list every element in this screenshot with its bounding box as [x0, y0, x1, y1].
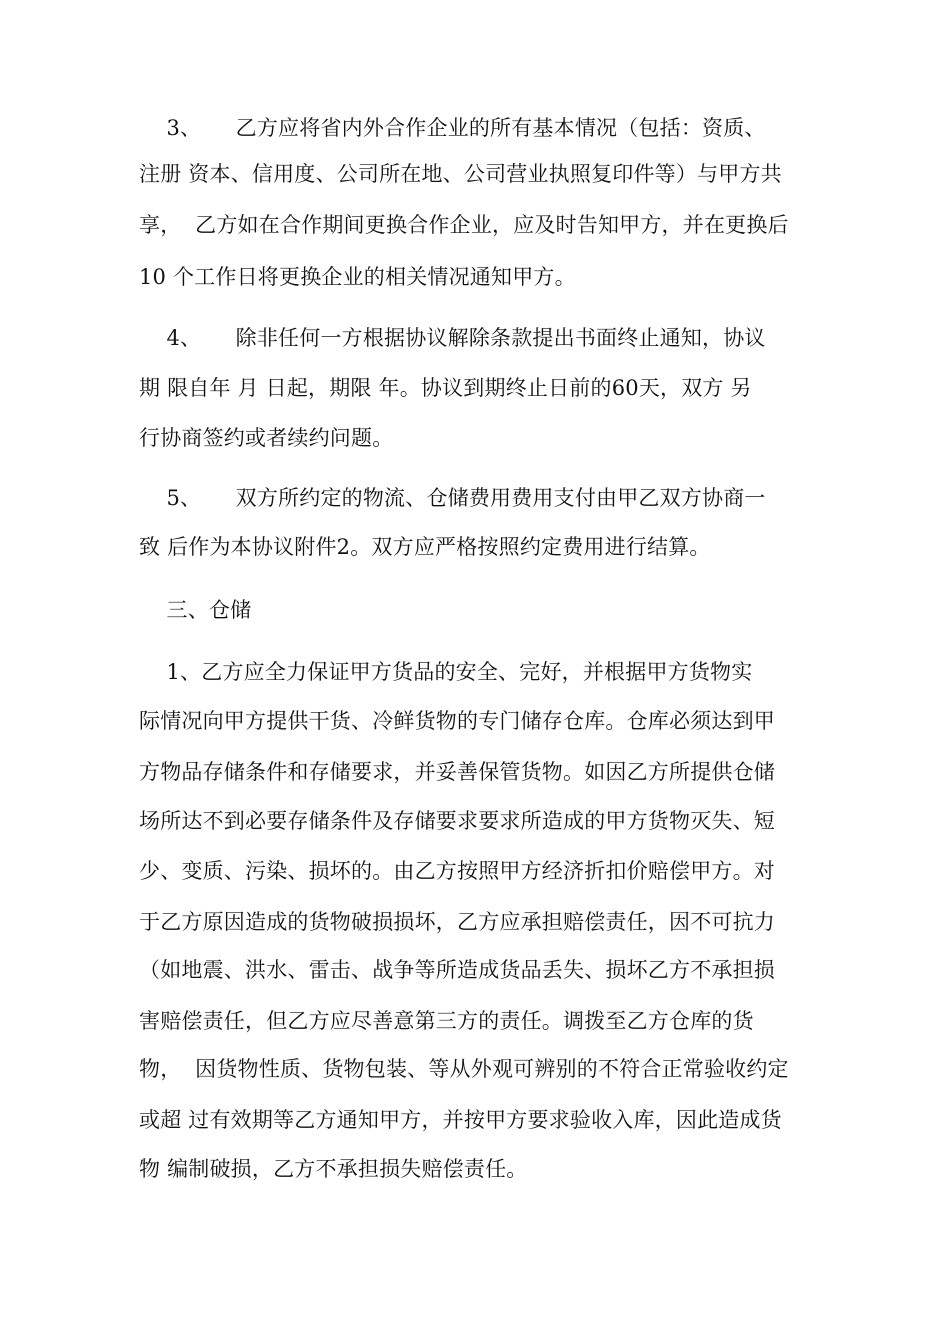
text-line: 际情况向甲方提供干货、冷鲜货物的专门储存仓库。仓库必须达到甲 [139, 709, 775, 733]
text-line: 期 限自年 月 日起，期限 年。协议到期终止日前的60天，双方 另 [139, 376, 752, 400]
text-line: 或超 过有效期等乙方通知甲方，并按甲方要求验收入库，因此造成货 [139, 1108, 782, 1132]
text-line: 方物品存储条件和存储要求，并妥善保管货物。如因乙方所提供仓储 [139, 760, 775, 784]
text-line: 3、 乙方应将省内外合作企业的所有基本情况（包括：资质、 [139, 116, 766, 140]
text-line: 场所达不到必要存储条件及存储要求要求所造成的甲方货物灭失、短 [139, 809, 775, 833]
text-line: 少、变质、污染、损坏的。由乙方按照甲方经济折扣价赔偿甲方。对 [139, 859, 775, 883]
text-line: 注册 资本、信用度、公司所在地、公司营业执照复印件等）与甲方共 [139, 162, 782, 186]
text-line: 5、 双方所约定的物流、仓储费用费用支付由甲乙双方协商一 [139, 486, 766, 510]
text-line: 害赔偿责任，但乙方应尽善意第三方的责任。调拨至乙方仓库的货 [139, 1009, 754, 1033]
text-line: 4、 除非任何一方根据协议解除条款提出书面终止通知，协议 [139, 326, 766, 350]
section-heading: 三、仓储 [139, 598, 252, 622]
text-line: 物， 因货物性质、货物包装、等从外观可辨别的不符合正常验收约定 [139, 1057, 789, 1081]
text-line: 致 后作为本协议附件2。双方应严格按照约定费用进行结算。 [139, 535, 711, 559]
text-line: 行协商签约或者续约问题。 [139, 426, 394, 450]
text-line: （如地震、洪水、雷击、战争等所造成货品丢失、损坏乙方不承担损 [139, 958, 775, 982]
text-line: 享， 乙方如在合作期间更换合作企业，应及时告知甲方，并在更换后 [139, 213, 789, 237]
text-line: 于乙方原因造成的货物破损损坏，乙方应承担赔偿责任，因不可抗力 [139, 910, 775, 934]
text-line: 物 编制破损，乙方不承担损失赔偿责任。 [139, 1157, 528, 1181]
text-line: 1、乙方应全力保证甲方货品的安全、完好，并根据甲方货物实 [139, 660, 753, 684]
text-line: 10 个工作日将更换企业的相关情况通知甲方。 [139, 265, 576, 289]
